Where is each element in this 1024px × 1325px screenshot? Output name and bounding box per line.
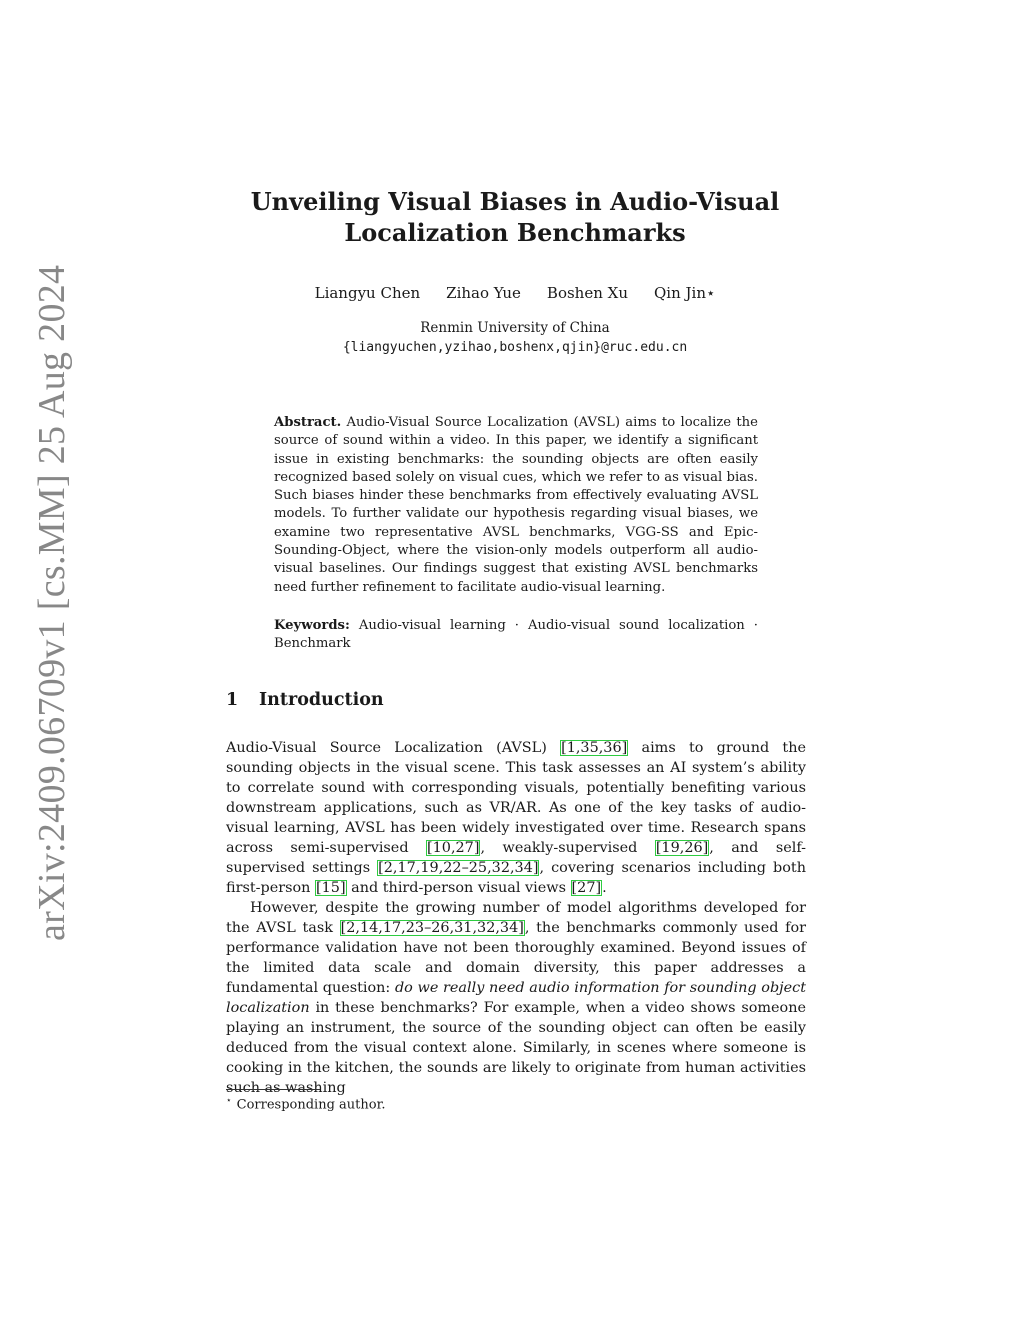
abstract <box>274 414 758 597</box>
text-run: aims to ground the sounding objects in the visual scene. This task assesses an AI system’s ability to correlate sound with corresponding visuals, potentially benefiting various downstream applications, such as VR/AR. As one of the key tasks of audio-visual learning, AVSL has been widely investigated over time. Research spans across semi-supervised <box>226 740 806 856</box>
citation-link[interactable]: [19,26] <box>655 840 709 856</box>
citation-link[interactable]: [27] <box>571 880 602 896</box>
citation-link[interactable]: [2,14,17,23–26,31,32,34] <box>340 920 524 936</box>
paper-title <box>230 186 800 248</box>
text-run: and third-person visual views <box>346 880 571 896</box>
paragraph-1 <box>226 738 806 898</box>
footnote-mark: ⋆ <box>226 1096 232 1106</box>
text-run: in these benchmarks? For example, when a video shows someone playing an instrument, the source of the sounding object can often be easily deduced from the visual context alone. Similarly, in scenes where someone is cooking in the kitchen, the sounds are likely to originate from human activities such as washing <box>226 1000 806 1096</box>
citation-link[interactable]: [2,17,19,22–25,32,34] <box>378 860 539 876</box>
footnote-text: Corresponding author. <box>236 1097 386 1113</box>
title-line-1: Unveiling Visual Biases in Audio-Visual <box>250 187 780 216</box>
keywords-label: Keywords: <box>274 618 350 633</box>
paragraph-2 <box>226 898 806 1098</box>
citation-link[interactable]: [10,27] <box>427 840 480 856</box>
text-run: , covering scenarios including both first-person <box>226 860 806 896</box>
keywords <box>274 617 758 654</box>
footnote <box>226 1096 386 1112</box>
footnote-rule <box>226 1089 320 1090</box>
abstract-text: Audio-Visual Source Localization (AVSL) aims to localize the source of sound within a video. In this paper, we identify a significant issue in existing benchmarks: the sounding objects are often easily recognized based solely on visual cues, which we refer to as visual bias. Such biases hinder these benchmarks from effectively evaluating AVSL models. To further validate our hypothesis regarding visual biases, we examine two representative AVSL benchmarks, VGG-SS and Epic-Sounding-Object, where the vision-only models outperform all audio-visual baselines. Our findings suggest that existing AVSL benchmarks need further refinement to facilitate audio-visual learning. <box>274 415 758 595</box>
author-emails[interactable]: {liangyuchen,yzihao,boshenx,qjin}@ruc.edu.cn <box>342 340 688 355</box>
section-number: 1 <box>226 690 239 710</box>
emphasized-question: do we really need audio information for sounding object localization <box>226 980 807 1016</box>
abstract-label: Abstract. <box>274 415 342 430</box>
text-run: Audio-Visual Source Localization (AVSL) <box>226 740 561 756</box>
text-run: . <box>602 880 607 896</box>
introduction-body <box>226 738 806 1098</box>
author-3: Boshen Xu <box>546 284 628 302</box>
text-run: , and self-supervised settings <box>226 840 806 876</box>
author-list <box>230 284 800 302</box>
affiliation: Renmin University of China <box>420 320 610 336</box>
arxiv-identifier[interactable]: arXiv:2409.06709v1 [cs.MM] 25 Aug 2024 <box>31 264 73 941</box>
author-1: Liangyu Chen <box>314 284 421 302</box>
section-heading <box>226 690 384 710</box>
text-run: , weakly-supervised <box>480 840 655 856</box>
text-run: , the benchmarks commonly used for performance validation have not been thoroughly examined. Beyond issues of the limited data scale and domain diversity, this paper addresses a fundamental question: <box>226 920 806 996</box>
author-4: Qin Jin⋆ <box>653 284 716 302</box>
citation-link[interactable]: [15] <box>316 880 346 896</box>
title-line-2: Localization Benchmarks <box>344 218 686 247</box>
author-2: Zihao Yue <box>446 284 521 302</box>
keywords-text: Audio-visual learning · Audio-visual sound localization · Benchmark <box>274 618 758 652</box>
citation-link[interactable]: [1,35,36] <box>561 740 628 756</box>
text-run: However, despite the growing number of model algorithms developed for the AVSL task <box>226 900 806 936</box>
section-title: Introduction <box>259 690 384 710</box>
